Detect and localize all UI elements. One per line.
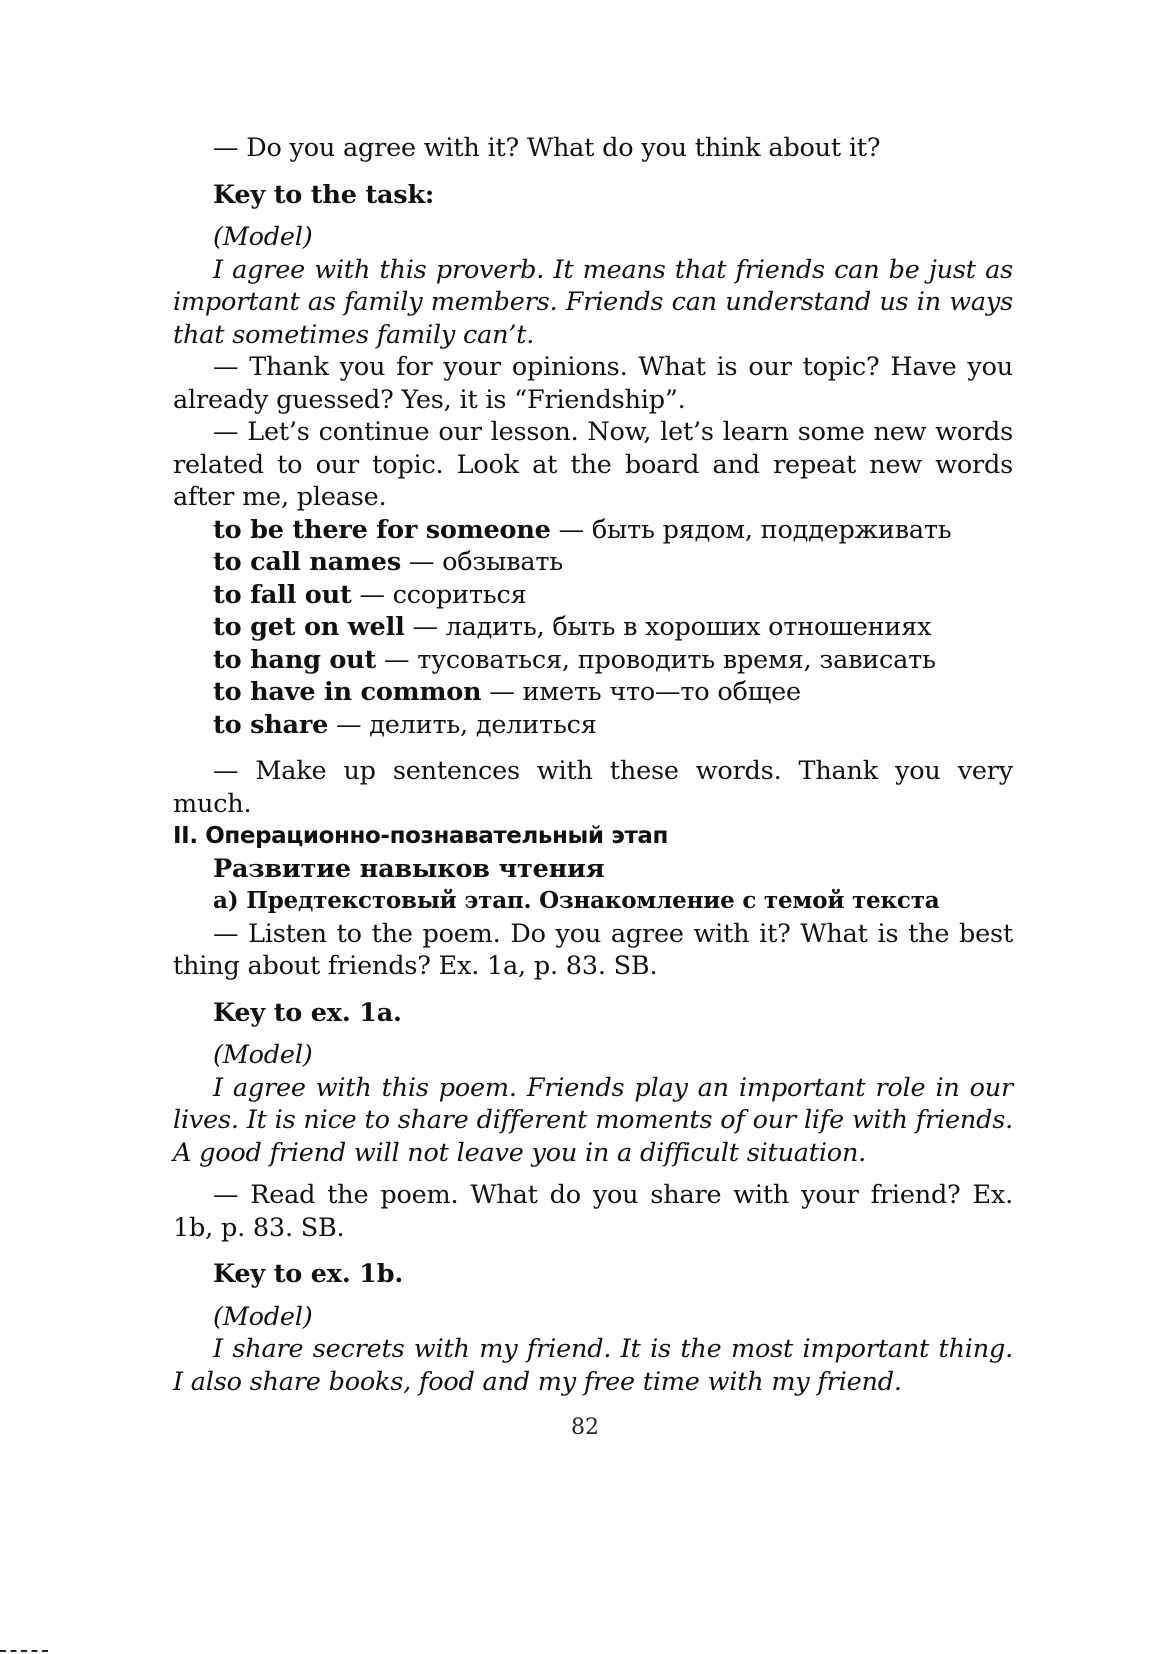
vocabulary-item	[213, 514, 1013, 547]
page-number: 82	[571, 1415, 599, 1440]
vocabulary-term: to call names	[213, 547, 401, 577]
model-answer: I agree with this proverb. It means that friends can be just as important as family members. Friends can understand us in ways that sometimes family can’t.	[173, 254, 1013, 350]
model-label: (Model)	[213, 222, 313, 252]
vocabulary-translation: — тусоваться, проводить время, зависать	[376, 644, 936, 675]
footnote-separator	[0, 1650, 48, 1652]
stage-heading: а) Предтекстовый этап. Ознакомление с темой текста	[213, 887, 940, 914]
model-label: (Model)	[213, 1040, 313, 1070]
paragraph-make-up: — Make up sentences with these words. Thank you very much.	[173, 756, 1013, 819]
paragraph-continue: — Let’s continue our lesson. Now, let’s learn some new words related to our topic. Look at the board and repeat new words after me, please.	[173, 417, 1013, 512]
vocabulary-translation: — ссориться	[351, 579, 527, 610]
model-answer: I share secrets with my friend. It is the most important thing. I also share books, food and my free time with my friend.	[173, 1334, 1013, 1397]
vocabulary-list	[173, 514, 1013, 742]
vocabulary-item	[213, 611, 1013, 644]
vocabulary-term: to have in common	[213, 677, 482, 707]
vocabulary-item	[213, 644, 1013, 677]
vocabulary-item	[213, 709, 1013, 742]
vocabulary-term: to be there for someone	[213, 514, 551, 545]
question-agree: — Do you agree with it? What do you think about it?	[213, 133, 881, 163]
vocabulary-item	[213, 546, 1013, 579]
vocabulary-translation: — делить, делиться	[328, 709, 597, 740]
vocabulary-term: to share	[213, 709, 329, 740]
vocabulary-item	[213, 579, 1013, 612]
vocabulary-term: to hang out	[213, 644, 377, 675]
page-body	[173, 132, 1013, 1398]
paragraph-listen: — Listen to the poem. Do you agree with it? What is the best thing about friends? Ex. 1a, p. 83. SB.	[173, 918, 1013, 981]
model-label: (Model)	[213, 1301, 313, 1332]
subsection-heading: Развитие навыков чтения	[213, 853, 605, 884]
section-heading: II. Операционно-познавательный этап	[173, 823, 669, 849]
model-answer: I agree with this poem. Friends play an important role in our lives. It is nice to share different moments of our life with friends. A good friend will not leave you in a difficult situation.	[173, 1072, 1013, 1168]
vocabulary-item	[213, 676, 1013, 709]
vocabulary-translation: — иметь что—то общее	[481, 677, 801, 707]
key-task-heading: Key to the task:	[213, 179, 435, 210]
paragraph-thanks: — Thank you for your opinions. What is our topic? Have you already guessed? Yes, it is “Friendship”.	[173, 352, 1013, 415]
vocabulary-term: to fall out	[213, 579, 352, 610]
paragraph-read: — Read the poem. What do you share with your friend? Ex. 1b, p. 83. SB.	[173, 1180, 1013, 1243]
vocabulary-translation: — обзывать	[401, 547, 563, 577]
key-1b-heading: Key to ex. 1b.	[213, 1259, 404, 1289]
vocabulary-term: to get on well	[213, 612, 405, 642]
vocabulary-translation: — ладить, быть в хороших отношениях	[404, 612, 932, 642]
vocabulary-translation: — быть рядом, поддерживать	[550, 514, 952, 545]
key-1a-heading: Key to ex. 1a.	[213, 997, 402, 1028]
